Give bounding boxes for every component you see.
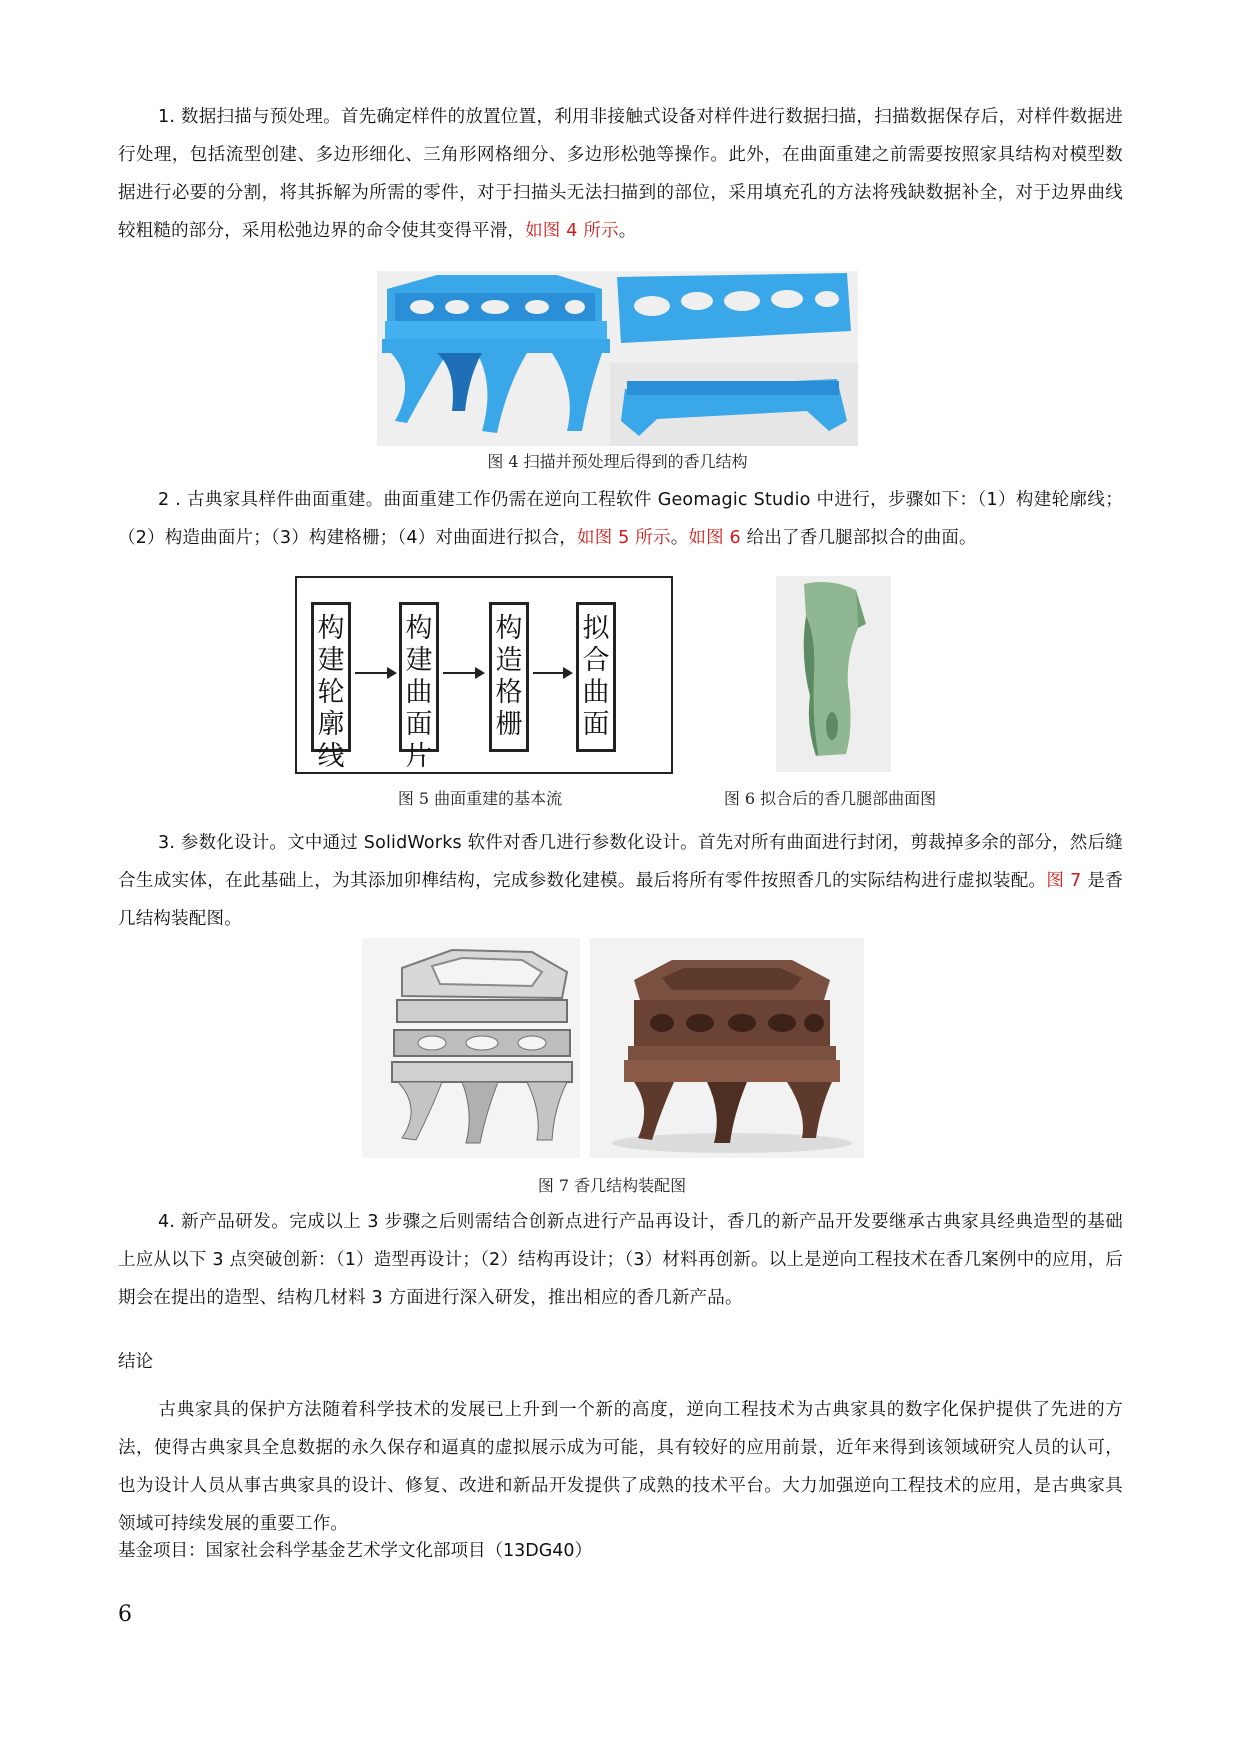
- figure-7-caption: 图 7 香几结构装配图: [537, 1176, 687, 1195]
- figure-6-leg-surface: [776, 576, 891, 772]
- figure-7-assembly-images: [362, 938, 864, 1158]
- paragraph-conclusion: 古典家具的保护方法随着科学技术的发展已上升到一个新的高度，逆向工程技术为古典家具的数字化保护提供了先进的方法，使得古典家具全息数据的永久保存和逼真的虚拟展示成为可能，具有较好的应用前景，近年来得到该领域研究人员的认可，也为设计人员从事古典家具的设计、修复、改进和新品开发提供了成熟的技术平台。大力加强逆向工程技术的应用，是古典家具领域可持续发展的重要工作。: [118, 1400, 1123, 1534]
- figure-4-scan-images: [377, 271, 858, 446]
- conclusion-heading: 结论: [118, 1352, 153, 1372]
- figure-5-caption: 图 5 曲面重建的基本流: [397, 789, 563, 808]
- figure-7-graphic: [362, 938, 864, 1158]
- figure-5-flow-diagram: [295, 576, 673, 774]
- fund-note: 基金项目：国家社会科学基金艺术学文化部项目（13DG40）: [118, 1541, 593, 1561]
- scan-skirt-image: [610, 363, 858, 446]
- figure-4-graphic: [377, 271, 858, 446]
- flow-step-1: 构建轮廓线: [311, 602, 351, 752]
- arrow-icon: [533, 672, 571, 674]
- figure-7-ref[interactable]: 图 7: [1046, 871, 1082, 891]
- assembly-gray-image: [362, 938, 580, 1158]
- figure-4-caption: 图 4 扫描并预处理后得到的香几结构: [487, 452, 748, 471]
- paragraph-scanning: 1. 数据扫描与预处理。首先确定样件的放置位置，利用非接触式设备对样件进行数据扫描，扫描数据保存后，对样件数据进行处理，包括流型创建、多边形细化、三角形网格细分、多边形松弛等操作。此外，在曲面重建之前需要按照家具结构对模型数据进行必要的分割，将其拆解为所需的零件，对于扫描头无法扫描到的部位，采用填充孔的方法将残缺数据补全，对于边界曲线较粗糙的部分，采用松弛边界的命令使其变得平滑，如图 4 所示。: [118, 107, 1123, 241]
- flow-step-4: 拟合曲面: [576, 602, 616, 752]
- leg-surface-graphic: [776, 576, 891, 772]
- paragraph-surface-rebuild: 2 . 古典家具样件曲面重建。曲面重建工作仍需在逆向工程软件 Geomagic Studio 中进行，步骤如下：（1）构建轮廓线；（2）构造曲面片；（3）构建格栅；（4）对曲面进行拟合，如图 5 所示。如图 6 给出了香几腿部拟合的曲面。: [118, 490, 1123, 548]
- figure-6-caption: 图 6 拟合后的香几腿部曲面图: [723, 789, 937, 808]
- scan-panel-image: [610, 271, 858, 359]
- flow-step-2: 构建曲面片: [399, 602, 439, 752]
- arrow-icon: [355, 672, 395, 674]
- paragraph-new-product: 4. 新产品研发。完成以上 3 步骤之后则需结合创新点进行产品再设计，香几的新产品开发要继承古典家具经典造型的基础上应从以下 3 点突破创新：（1）造型再设计；（2）结构再设计；（3）材料再创新。以上是逆向工程技术在香几案例中的应用，后期会在提出的造型、结构几材料 3 方面进行深入研发，推出相应的香几新产品。: [118, 1212, 1123, 1308]
- figure-5-ref[interactable]: 如图 5 所示: [577, 528, 671, 548]
- assembly-render-image: [590, 938, 864, 1158]
- arrow-icon: [443, 672, 483, 674]
- flow-step-3: 构造格栅: [489, 602, 529, 752]
- figure-4-ref[interactable]: 如图 4 所示: [525, 221, 619, 241]
- paragraph-parametric-design: 3. 参数化设计。文中通过 SolidWorks 软件对香几进行参数化设计。首先对所有曲面进行封闭，剪裁掉多余的部分，然后缝合生成实体，在此基础上，为其添加卯榫结构，完成参数化建模。最后将所有零件按照香几的实际结构进行虚拟装配。图 7 是香几结构装配图。: [118, 833, 1123, 929]
- page-number: 6: [118, 1602, 132, 1627]
- figure-6-ref[interactable]: 如图 6: [688, 528, 741, 548]
